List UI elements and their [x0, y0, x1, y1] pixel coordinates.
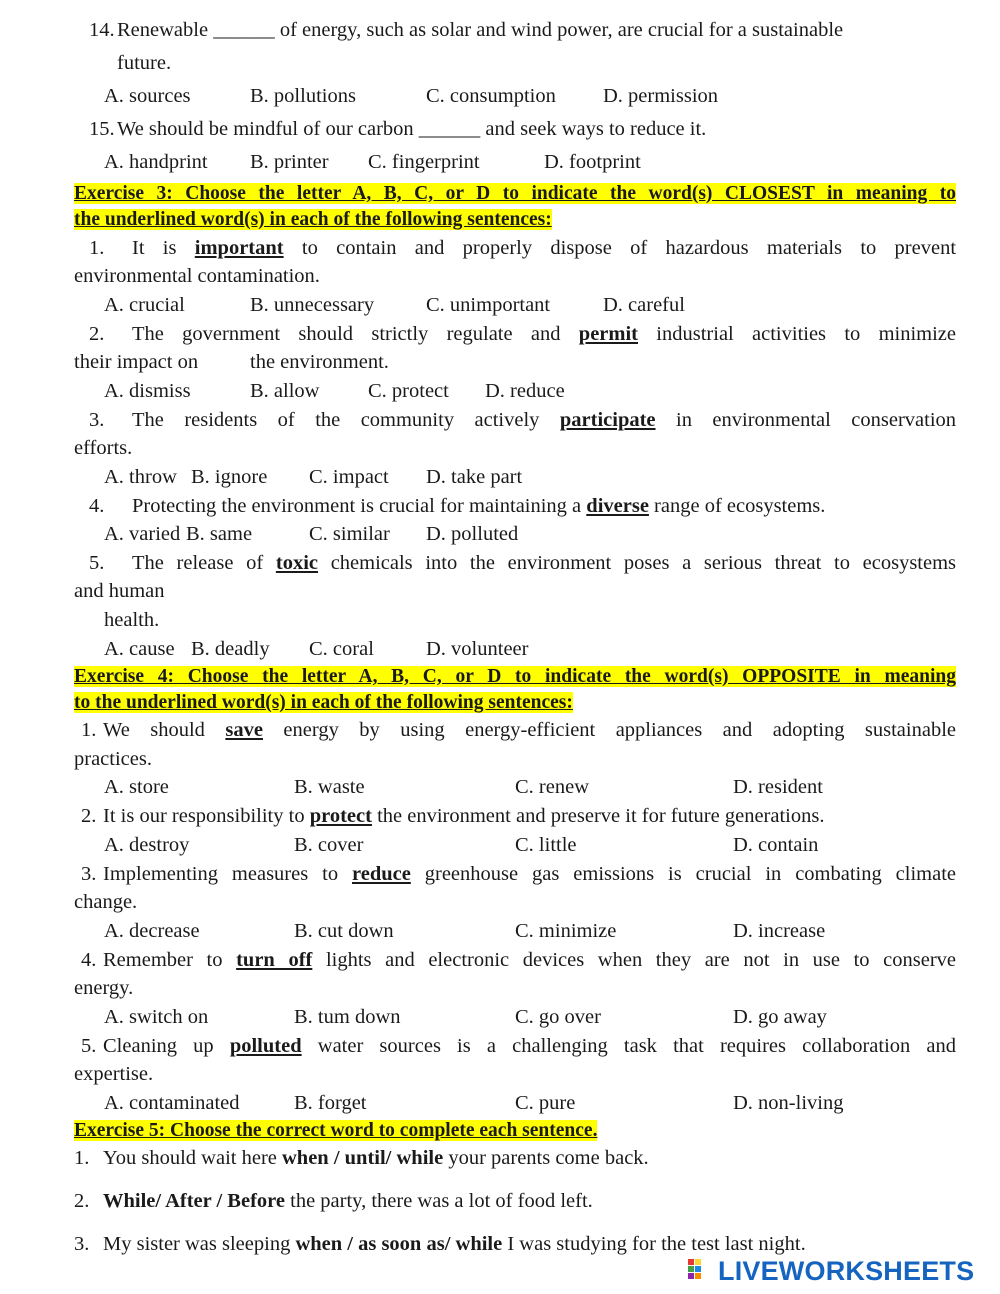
ex4-q2-option-d[interactable]: D. contain [733, 834, 819, 856]
q15-option-b[interactable]: B. printer [250, 151, 329, 173]
ex3-q5-option-a[interactable]: A. cause [104, 638, 175, 660]
ex3-q4-option-d[interactable]: D. polluted [426, 523, 519, 545]
ex4-q1-option-a[interactable]: A. store [104, 776, 169, 798]
ex3-q3-text: The residents of the community actively participate in environmental conservation [132, 409, 957, 431]
ex3-q2-keyword: permit [578, 323, 638, 345]
q14-text-cont: future. [117, 52, 172, 74]
ex4-q1-num: 1. [81, 719, 97, 741]
ex5-q2-num: 2. [74, 1190, 90, 1212]
ex3-q4-option-b[interactable]: B. same [186, 523, 253, 545]
ex4-q1-option-c[interactable]: C. renew [515, 776, 590, 798]
ex4-q3-text-cont: change. [74, 891, 138, 913]
ex4-q2-text: It is our responsibility to protect the environment and preserve it for future generations. [103, 805, 825, 827]
exercise-4-heading-cont: to the underlined word(s) in each of the following sentences: [74, 692, 573, 713]
ex4-q2-option-a[interactable]: A. destroy [104, 834, 190, 856]
ex3-q1-text-cont: environmental contamination. [74, 265, 320, 287]
ex3-q5-keyword: toxic [275, 552, 319, 574]
ex5-q2-text: While/ After / Before the party, there was a lot of food left. [103, 1190, 593, 1212]
ex4-q4-option-d[interactable]: D. go away [733, 1006, 827, 1028]
liveworksheets-logo-text: LIVEWORKSHEETS [718, 1256, 975, 1286]
q14-option-d[interactable]: D. permission [603, 85, 719, 107]
ex4-q5-option-b[interactable]: B. forget [294, 1092, 367, 1114]
ex4-q1-text-cont: practices. [74, 748, 152, 770]
ex4-q4-option-b[interactable]: B. tum down [294, 1006, 401, 1028]
ex3-q5-option-c[interactable]: C. coral [309, 638, 374, 660]
ex4-q3-option-b[interactable]: B. cut down [294, 920, 394, 942]
ex3-q2-option-c[interactable]: C. protect [368, 380, 449, 402]
ex3-q2-text-cont-2: the environment. [250, 351, 389, 373]
ex3-q1-option-b[interactable]: B. unnecessary [250, 294, 375, 316]
ex4-q5-text: Cleaning up polluted water sources is a challenging task that requires collaboration and [103, 1035, 957, 1057]
ex3-q1-option-d[interactable]: D. careful [603, 294, 685, 316]
liveworksheets-logo-icon [688, 1259, 716, 1283]
ex3-q3-num: 3. [89, 409, 105, 431]
ex4-q4-text: Remember to turn off lights and electronic devices when they are not in use to conserve [103, 949, 957, 971]
ex4-q4-text-cont: energy. [74, 977, 134, 999]
q14-text: Renewable ______ of energy, such as solar and wind power, are crucial for a sustainable [117, 19, 844, 41]
ex3-q2-option-b[interactable]: B. allow [250, 380, 320, 402]
ex3-q3-option-c[interactable]: C. impact [309, 466, 389, 488]
ex3-q2-text-cont: their impact on [74, 351, 199, 373]
ex4-q3-option-d[interactable]: D. increase [733, 920, 826, 942]
ex3-q1-keyword: important [194, 237, 284, 259]
ex3-q3-text-cont: efforts. [74, 437, 133, 459]
q14-option-b[interactable]: B. pollutions [250, 85, 356, 107]
q15-option-c[interactable]: C. fingerprint [368, 151, 480, 173]
ex3-q2-text: The government should strictly regulate and permit industrial activities to minimize [132, 323, 956, 345]
q14-option-c[interactable]: C. consumption [426, 85, 556, 107]
ex3-q5-option-b[interactable]: B. deadly [191, 638, 270, 660]
ex5-q1-choices[interactable]: when / until/ while [282, 1147, 444, 1169]
ex3-q3-option-d[interactable]: D. take part [426, 466, 523, 488]
ex4-q2-option-c[interactable]: C. little [515, 834, 577, 856]
ex4-q5-option-d[interactable]: D. non-living [733, 1092, 844, 1114]
ex3-q4-option-a[interactable]: A. varied [104, 523, 181, 545]
q15-num: 15. [89, 118, 115, 140]
ex4-q1-text: We should save energy by using energy-efficient appliances and adopting sustainable [103, 719, 956, 741]
ex3-q5-text-cont-2: health. [104, 609, 160, 631]
exercise-3-heading: Exercise 3: Choose the letter A, B, C, or D to indicate the word(s) CLOSEST in meaning to [74, 183, 956, 204]
ex3-q1-option-a[interactable]: A. crucial [104, 294, 185, 316]
ex4-q1-option-d[interactable]: D. resident [733, 776, 823, 798]
q14-option-a[interactable]: A. sources [104, 85, 191, 107]
exercise-5-heading: Exercise 5: Choose the correct word to complete each sentence. [74, 1120, 598, 1141]
ex3-q2-option-a[interactable]: A. dismiss [104, 380, 191, 402]
ex3-q4-option-c[interactable]: C. similar [309, 523, 390, 545]
ex3-q3-option-a[interactable]: A. throw [104, 466, 177, 488]
q15-option-a[interactable]: A. handprint [104, 151, 208, 173]
ex4-q3-option-a[interactable]: A. decrease [104, 920, 200, 942]
ex4-q5-keyword: polluted [229, 1035, 302, 1057]
ex4-q3-option-c[interactable]: C. minimize [515, 920, 617, 942]
ex5-q3-text: My sister was sleeping when / as soon as/ while I was studying for the test last night. [103, 1233, 806, 1255]
ex3-q4-text: Protecting the environment is crucial for maintaining a diverse range of ecosystems. [132, 495, 826, 517]
ex5-q2-choices[interactable]: While/ After / Before [103, 1190, 285, 1212]
exercise-3-heading-cont: the underlined word(s) in each of the following sentences: [74, 209, 552, 230]
ex3-q2-option-d[interactable]: D. reduce [485, 380, 565, 402]
ex4-q3-num: 3. [81, 863, 97, 885]
ex4-q2-keyword: protect [309, 805, 372, 827]
ex3-q3-keyword: participate [559, 409, 656, 431]
ex3-q5-num: 5. [89, 552, 105, 574]
ex4-q5-option-a[interactable]: A. contaminated [104, 1092, 240, 1114]
exercise-4-heading: Exercise 4: Choose the letter A, B, C, or D to indicate the word(s) OPPOSITE in meaning [74, 666, 956, 687]
ex3-q1-num: 1. [89, 237, 105, 259]
ex4-q5-num: 5. [81, 1035, 97, 1057]
ex4-q5-option-c[interactable]: C. pure [515, 1092, 576, 1114]
ex4-q3-text: Implementing measures to reduce greenhouse gas emissions is crucial in combating climate [103, 863, 956, 885]
ex3-q4-keyword: diverse [586, 495, 649, 517]
q15-text: We should be mindful of our carbon ______ and seek ways to reduce it. [117, 118, 707, 140]
ex3-q2-num: 2. [89, 323, 105, 345]
ex3-q3-option-b[interactable]: B. ignore [191, 466, 268, 488]
ex4-q4-num: 4. [81, 949, 97, 971]
ex3-q5-option-d[interactable]: D. volunteer [426, 638, 529, 660]
ex5-q3-choices[interactable]: when / as soon as/ while [295, 1233, 503, 1255]
ex3-q4-num: 4. [89, 495, 105, 517]
ex5-q3-num: 3. [74, 1233, 90, 1255]
ex4-q1-option-b[interactable]: B. waste [294, 776, 365, 798]
ex5-q1-text: You should wait here when / until/ while your parents come back. [103, 1147, 649, 1169]
ex4-q5-text-cont: expertise. [74, 1063, 154, 1085]
ex4-q4-option-a[interactable]: A. switch on [104, 1006, 209, 1028]
ex3-q1-option-c[interactable]: C. unimportant [426, 294, 551, 316]
ex4-q1-keyword: save [225, 719, 263, 741]
ex3-q5-text: The release of toxic chemicals into the environment poses a serious threat to ecosystems [132, 552, 957, 574]
ex4-q4-option-c[interactable]: C. go over [515, 1006, 601, 1028]
q14-num: 14. [89, 19, 115, 41]
ex4-q2-option-b[interactable]: B. cover [294, 834, 364, 856]
ex5-q1-num: 1. [74, 1147, 90, 1169]
ex3-q5-text-cont: and human [74, 580, 165, 602]
ex4-q3-keyword: reduce [352, 863, 411, 885]
ex3-q1-text: It is important to contain and properly dispose of hazardous materials to prevent [132, 237, 957, 259]
ex4-q4-keyword: turn off [236, 949, 313, 971]
ex4-q2-num: 2. [81, 805, 97, 827]
q15-option-d[interactable]: D. footprint [544, 151, 641, 173]
